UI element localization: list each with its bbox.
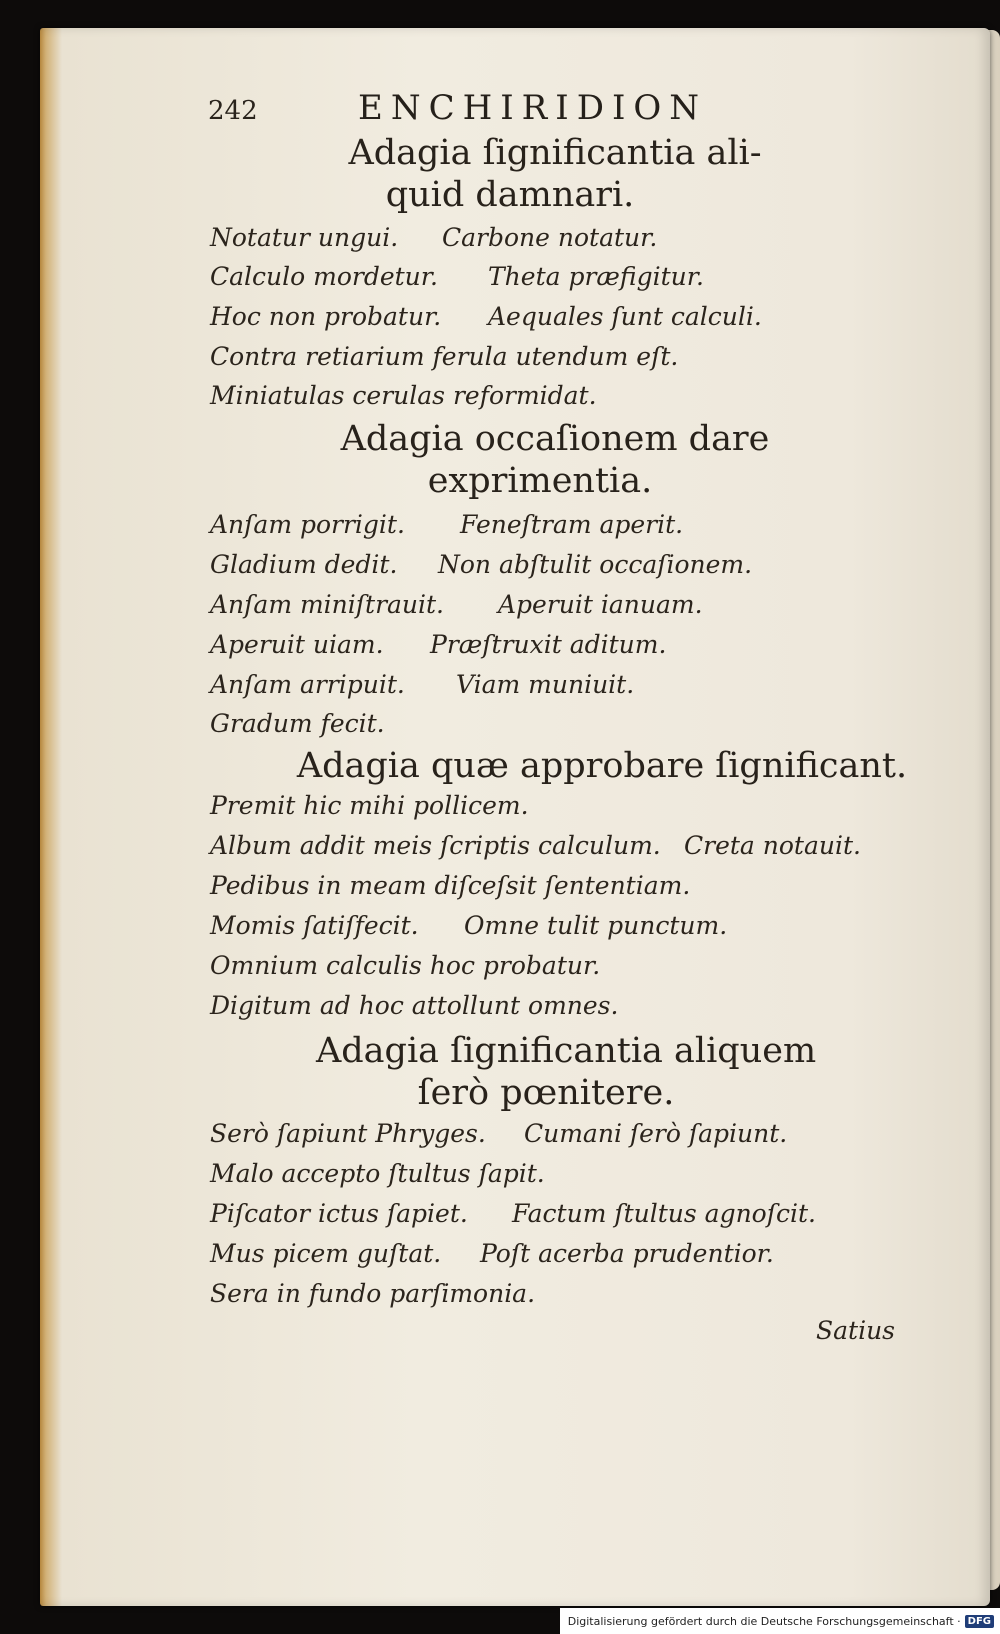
adage-line xyxy=(210,786,529,826)
adage: Creta notauit. xyxy=(684,831,861,860)
adage-line xyxy=(210,376,597,416)
adage-line xyxy=(210,866,690,906)
adage: Aperuit uiam. xyxy=(210,630,384,659)
adage-line xyxy=(210,585,703,625)
adage-line xyxy=(210,218,657,258)
section-heading: Adagia ſignificantia aliquem ſerò pœnitere. xyxy=(316,1031,817,1113)
adage: Album addit meis ſcriptis calculum. xyxy=(210,831,661,860)
adage: Piſcator ictus ſapiet. xyxy=(210,1199,468,1228)
adage: Non abſtulit occaſionem. xyxy=(438,550,753,579)
adage: Miniatulas cerulas reformidat. xyxy=(210,381,597,410)
catchword: Satius xyxy=(816,1316,896,1345)
adage-line xyxy=(210,946,600,986)
adage-line xyxy=(210,625,666,665)
adage: Gladium dedit. xyxy=(210,550,398,579)
adage-line xyxy=(210,297,762,337)
adage-line xyxy=(210,665,634,705)
adage: Hoc non probatur. xyxy=(210,302,442,331)
adage: Contra retiarium ferula utendum eſt. xyxy=(210,342,679,371)
adage-line xyxy=(210,986,618,1026)
adage: Factum ſtultus agnoſcit. xyxy=(512,1199,816,1228)
footer-credit: Digitalisierung gefördert durch die Deutsche Forschungsgemeinschaft · xyxy=(567,1614,961,1628)
adage: Aperuit ianuam. xyxy=(498,590,703,619)
adage: Anſam miniſtrauit. xyxy=(210,590,445,619)
adage: Pedibus in meam diſceſsit ſententiam. xyxy=(210,871,691,900)
adage-line xyxy=(210,1274,535,1314)
digitization-footer xyxy=(560,1608,1000,1634)
adage: Anſam porrigit. xyxy=(210,510,405,539)
adage: Malo accepto ſtultus ſapit. xyxy=(210,1159,545,1188)
adage: Digitum ad hoc attollunt omnes. xyxy=(210,991,619,1020)
adage: Theta præfigitur. xyxy=(488,262,704,291)
adage: Sera in fundo parſimonia. xyxy=(210,1279,536,1308)
adage: Momis ſatiſfecit. xyxy=(210,911,419,940)
running-title: ENCHIRIDION xyxy=(358,88,708,128)
page-header xyxy=(208,88,728,128)
adage-line xyxy=(210,257,704,297)
adage-line xyxy=(210,1154,545,1194)
adage: Mus picem guſtat. xyxy=(210,1239,442,1268)
adage: Serò ſapiunt Phryges. xyxy=(210,1119,486,1148)
adage-line xyxy=(210,1114,787,1154)
section-heading: Adagia quæ approbare ſignificant. xyxy=(296,746,908,786)
adage-line xyxy=(210,826,861,866)
adage: Feneſtram aperit. xyxy=(460,510,684,539)
bleed-through-text xyxy=(935,108,995,1308)
adage: Omne tulit punctum. xyxy=(464,911,728,940)
adage: Carbone notatur. xyxy=(442,223,658,252)
adage: Præſtruxit aditum. xyxy=(430,630,667,659)
adage-line xyxy=(210,906,727,946)
page-number: 242 xyxy=(208,96,258,126)
adage: Anſam arripuit. xyxy=(210,670,405,699)
adage-line xyxy=(210,704,385,744)
adage-line xyxy=(210,1194,816,1234)
section-heading: Adagia occaſionem dare exprimentia. xyxy=(340,419,770,501)
adage: Poſt acerba prudentior. xyxy=(480,1239,774,1268)
section-heading: Adagia ſignificantia ali- quid damnari. xyxy=(348,133,762,215)
adage: Viam muniuit. xyxy=(456,670,635,699)
dfg-logo-icon: DFG xyxy=(965,1615,994,1628)
adage: Notatur ungui. xyxy=(210,223,399,252)
adage-line xyxy=(210,337,678,377)
adage-line xyxy=(210,1234,774,1274)
adage: Aequales ſunt calculi. xyxy=(488,302,762,331)
adage: Cumani ſerò ſapiunt. xyxy=(524,1119,788,1148)
adage: Omnium calculis hoc probatur. xyxy=(210,951,601,980)
adage-line xyxy=(210,545,752,585)
adage-line xyxy=(210,505,683,545)
adage: Premit hic mihi pollicem. xyxy=(210,791,529,820)
adage: Calculo mordetur. xyxy=(210,262,438,291)
adage: Gradum fecit. xyxy=(210,709,385,738)
